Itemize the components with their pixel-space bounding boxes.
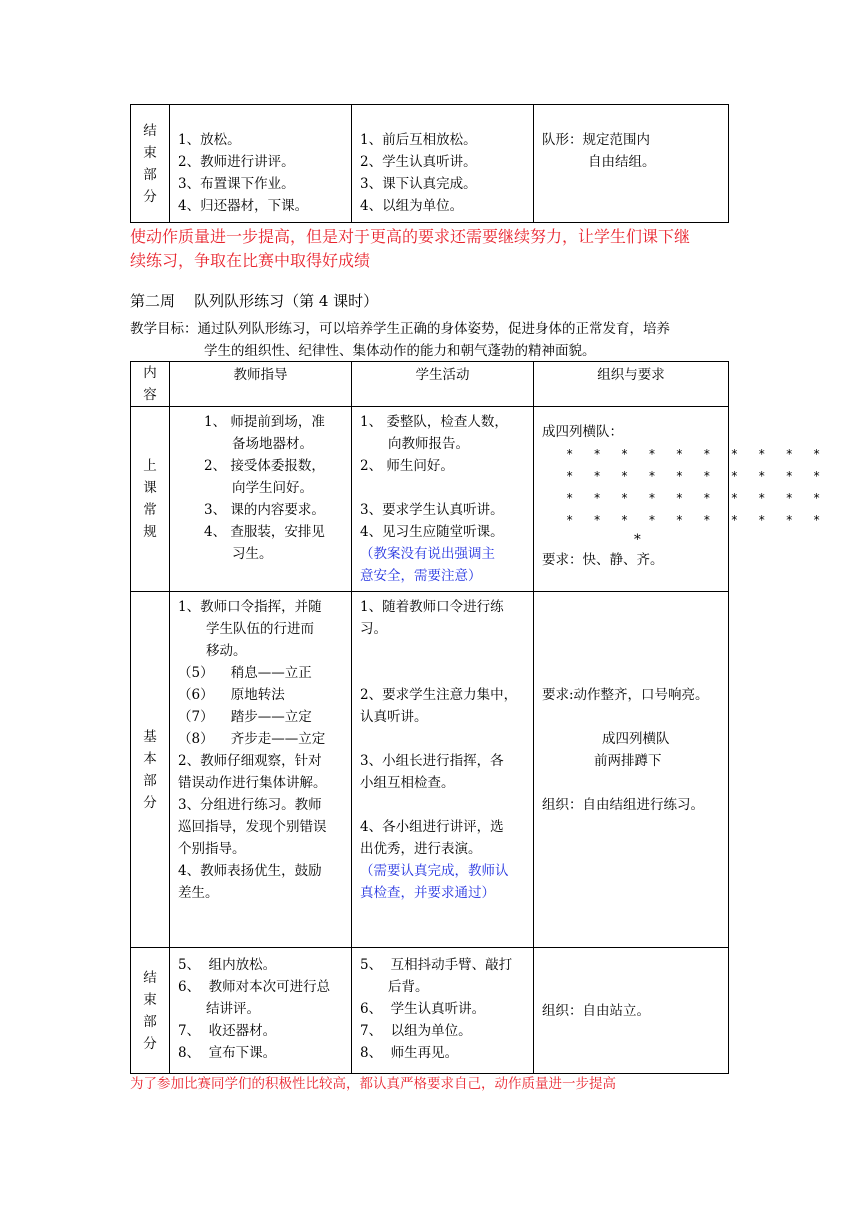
teacher-note-1: 使动作质量进一步提高，但是对于更高的要求还需要继续努力，让学生们课下继 续练习，争取在比赛中取得好成绩 [130, 227, 691, 270]
header-student: 学生活动 [352, 362, 534, 407]
student-note: （需要认真完成，教师认 [360, 863, 509, 879]
section-label: 基 本 部 分 [131, 592, 170, 948]
header-org: 组织与要求 [534, 362, 729, 407]
teacher-mark: * [634, 532, 641, 548]
section-label: 结 束 部 分 [131, 948, 170, 1074]
formation-row: * * * * * * * * * * [566, 469, 827, 483]
header-teacher: 教师指导 [170, 362, 352, 407]
org-cell: 要求:动作整齐，口号响亮。 成四列横队 前两排蹲下 组织：自由结组进行练习。 [534, 592, 729, 948]
header-content: 内 容 [131, 362, 170, 407]
formation-row: * * * * * * * * * * [566, 447, 827, 461]
teaching-goal: 教学目标：通过队列队形练习，可以培养学生正确的身体姿势，促进身体的正常发育，培养 学生的组织性、纪律性、集体动作的能力和朝气蓬勃的精神面貌。 [130, 321, 670, 359]
table-lesson-end [130, 104, 729, 223]
formation-row: * * * * * * * * * * [566, 491, 827, 505]
teacher-cell: 5、 组内放松。 6、 教师对本次可进行总 结讲评。 7、 收还器材。 8、 宣布下课。 [170, 948, 352, 1074]
student-cell: 1、 委整队，检查人数， 向教师报告。 2、 师生问好。 3、要求学生认真听讲。 4、见习生应随堂听课。 （教案没有说出强调主 意安全，需要注意） [352, 407, 534, 592]
student-cell: 5、 互相抖动手臂、敲打 后背。 6、 学生认真听讲。 7、 以组为单位。 8、 师生再见。 [352, 948, 534, 1074]
section-label: 上 课 常 规 [131, 407, 170, 592]
lesson-title: 第二周 队列队形练习（第 4 课时） [130, 292, 379, 310]
teacher-note-2: 为了参加比赛同学们的积极性比较高，都认真严格要求自己，动作质量进一步提高 [130, 1076, 616, 1092]
org-cell: 组织：自由站立。 [534, 948, 729, 1074]
student-cell: 1、随着教师口令进行练 习。 2、要求学生注意力集中， 认真听讲。 3、小组长进行指挥，各 小组互相检查。 4、各小组进行讲评，选 出优秀，进行表演。 （需要认真完成，教师认 真检查，并要求通过） [352, 592, 534, 948]
student-cell: 1、前后互相放松。 2、学生认真听讲。 3、课下认真完成。 4、以组为单位。 [352, 105, 534, 223]
table-lesson-plan [130, 361, 827, 1074]
teacher-cell: 1、教师口令指挥，并随 学生队伍的行进而 移动。 （5） 稍息——立正 （6） 原地转法 （7） 踏步——立定 （8） 齐步走——立定 2、教师仔细观察，针对 错误动作进行集体讲解。 3、分组进行练习。教师 巡回指导，发现个别错误 个别指导。 4、教师表扬优生，鼓励 差生。 [170, 592, 352, 948]
formation-row: * * * * * * * * * * [566, 513, 827, 527]
student-note: （教案没有说出强调主 [360, 546, 495, 562]
org-cell: 队形：规定范围内 自由结组。 [534, 105, 729, 223]
section-label: 结 束 部 分 [131, 105, 170, 223]
teacher-cell: 1、 师提前到场，准 备场地器材。 2、 接受体委报数， 向学生问好。 3、 课的内容要求。 4、 查服装，安排见 习生。 [170, 407, 352, 592]
org-cell: 成四列横队： * * * * * * * * * * * * * * * * * * * * * * * * * * * * * * * * * * * * * * * * * 要求：快、静、齐。 [534, 407, 729, 592]
teacher-cell: 1、放松。 2、教师进行讲评。 3、布置课下作业。 4、归还器材，下课。 [170, 105, 352, 223]
